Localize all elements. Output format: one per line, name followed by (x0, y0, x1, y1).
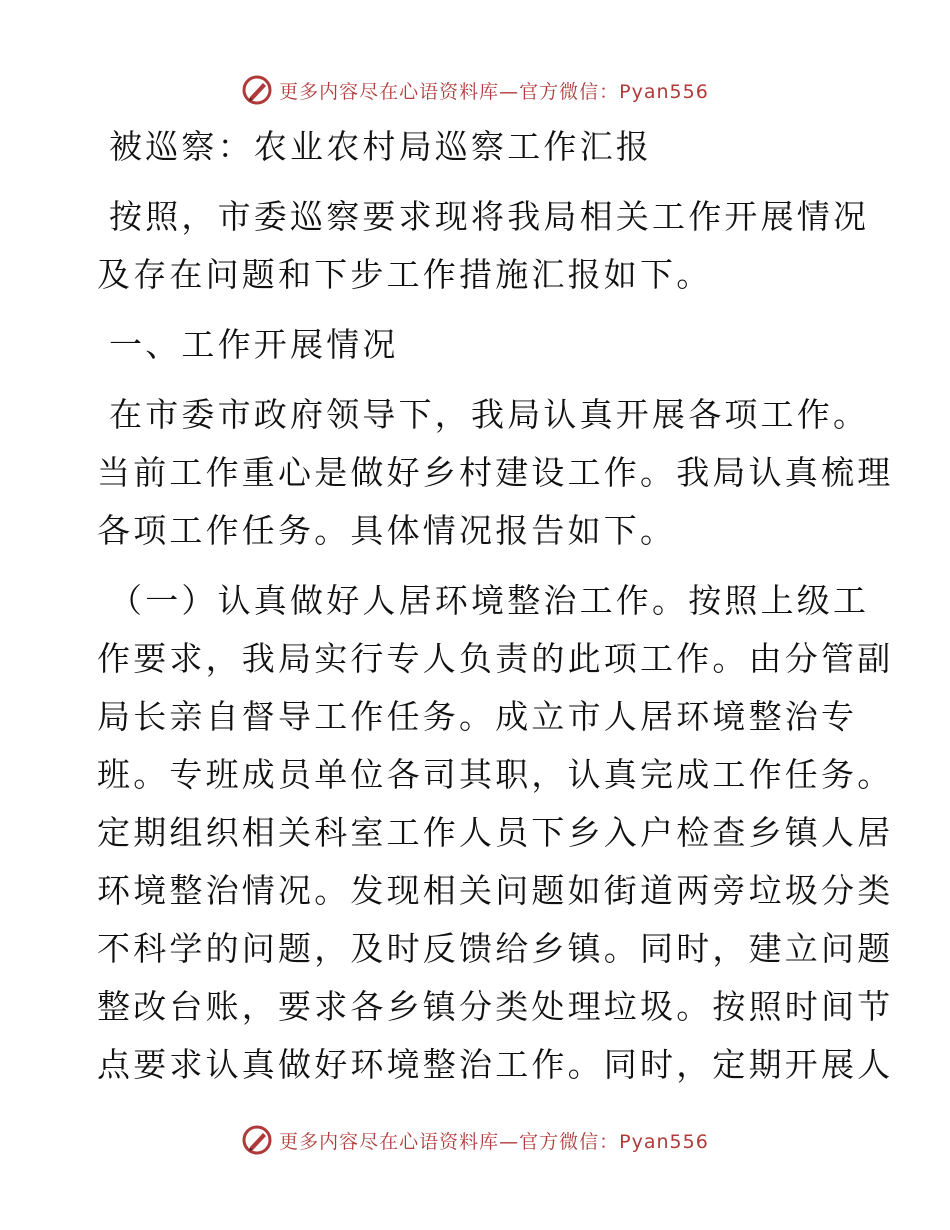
paragraph-line: 作要求，我局实行专人负责的此项工作。由分管副 (97, 639, 894, 678)
paragraph-line: 当前工作重心是做好乡村建设工作。我局认真梳理 (97, 453, 894, 492)
banner-text: 更多内容尽在心语资料库—官方微信：Pyan556 (279, 80, 709, 103)
paragraph-line: 环境整治情况。发现相关问题如街道两旁垃圾分类 (97, 871, 894, 910)
paragraph-line: （一）认真做好人居环境整治工作。按照上级工 (109, 581, 870, 620)
document-body (97, 118, 894, 1094)
pen-logo-icon (241, 1124, 273, 1156)
paragraph-line: 定期组织相关科室工作人员下乡入户检查乡镇人居 (97, 813, 894, 852)
header-banner (0, 70, 950, 110)
banner-text: 更多内容尽在心语资料库—官方微信：Pyan556 (279, 1130, 709, 1153)
pen-logo-icon (241, 74, 273, 106)
paragraph-line: 整改台账，要求各乡镇分类处理垃圾。按照时间节 (97, 987, 894, 1026)
document-title: 被巡察：农业农村局巡察工作汇报 (109, 127, 652, 166)
paragraph-line: 点要求认真做好环境整治工作。同时，定期开展人 (97, 1045, 894, 1084)
paragraph-line: 局长亲自督导工作任务。成立市人居环境整治专 (97, 697, 858, 736)
section-heading: 一、工作开展情况 (109, 325, 399, 364)
paragraph-line: 及存在问题和下步工作措施汇报如下。 (97, 255, 713, 294)
paragraph-line: 各项工作任务。具体情况报告如下。 (97, 511, 677, 550)
paragraph-line: 在市委市政府领导下，我局认真开展各项工作。 (109, 395, 870, 434)
footer-banner (0, 1120, 950, 1160)
paragraph-line: 不科学的问题，及时反馈给乡镇。同时，建立问题 (97, 929, 894, 968)
paragraph-line: 按照，市委巡察要求现将我局相关工作开展情况 (109, 197, 870, 236)
paragraph-line: 班。专班成员单位各司其职，认真完成工作任务。 (97, 755, 894, 794)
